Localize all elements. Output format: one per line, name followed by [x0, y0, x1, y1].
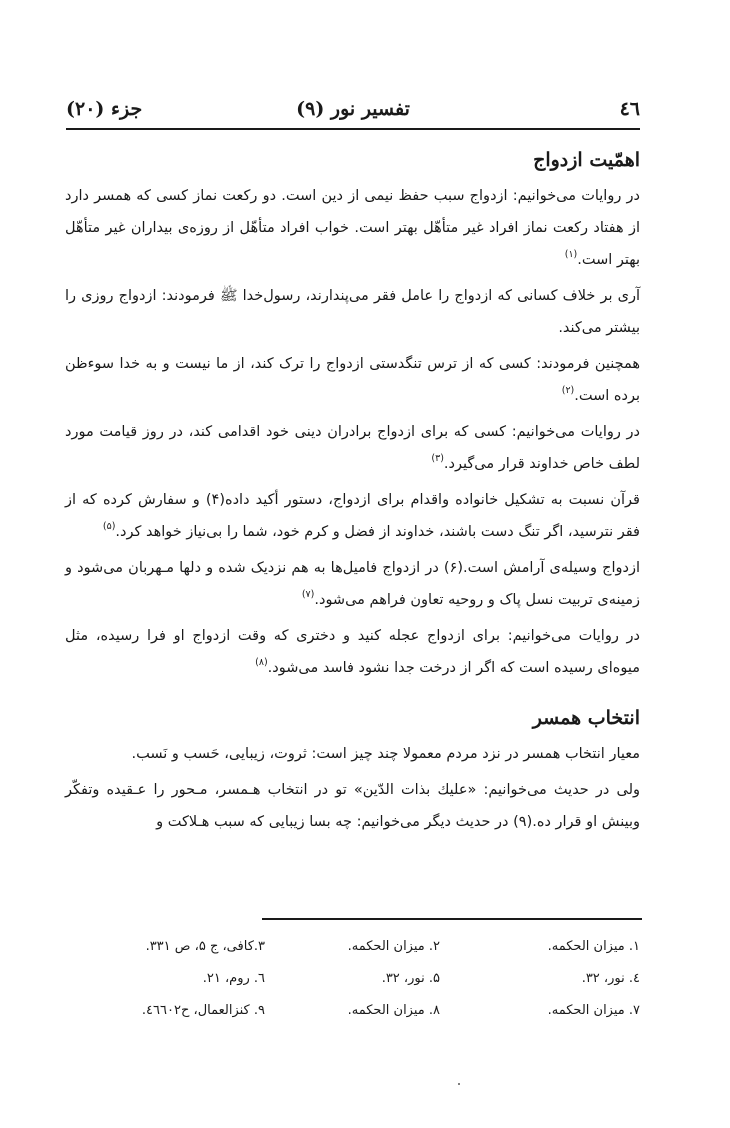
paragraph: ازدواج وسیله‌ی آرامش است.(۶) در ازدواج فامیل‌ها به هم نزدیک شده و دلها مـهربان می‌شود و زمینه‌ی تربیت نسل پاک و روحیه تعاون فراهم می‌شود.$^{(۷)}$	[65, 560, 640, 608]
footnote-ref: (۵)	[102, 521, 116, 532]
paragraph: در روایات می‌خوانیم: برای ازدواج عجله کنید و دختری که وقت ازدواج او فرا رسیده، مثل میوه‌ای رسیده است که اگر از درخت جدا نشود فاسد می‌شود.$^{(۸)}$	[65, 628, 640, 676]
footnote: ۲. میزان الحکمه.	[347, 938, 440, 954]
footnote-ref: (۳)	[431, 453, 444, 464]
section-title: انتخاب همسر	[532, 707, 640, 729]
section-title: اهمّیت ازدواج	[533, 149, 640, 171]
footnote: ۳.کافی، ج ۵، ص ۳۳۱.	[145, 938, 265, 954]
footnote-ref: (۲)	[561, 385, 575, 396]
running-header	[66, 98, 640, 128]
ink-dot	[458, 1083, 460, 1085]
paragraph: همچنین فرمودند: کسی که از ترس تنگدستی ازدواج را ترک کند، از ما نیست و به خدا سوءظن برده است.$^{(۲)}$	[65, 356, 640, 404]
main-text	[65, 140, 640, 842]
footnote-ref: (۱)	[564, 249, 578, 260]
paragraph: در روایات می‌خوانیم: کسی که برای ازدواج برادران دینی خود اقدامی کند، در روز قیامت مورد لطف خاص خداوند قرار می‌گیرد.$^{(۳)}$	[65, 424, 640, 472]
footnote-ref: (۷)	[301, 589, 315, 600]
footnote-row	[65, 994, 640, 1026]
paragraph: در روایات می‌خوانیم: ازدواج سبب حفظ نیمی از دین است. دو رکعت نماز کسی که همسر دارد از هفتاد رکعت نماز افراد غیر متأهّل بهتر است. خواب افراد متأهّل از روزه‌ی بیداران غیر متأهّل بهتر است.$^{(۱)}$	[65, 188, 640, 268]
paragraph: قرآن نسبت به تشکیل خانواده واقدام برای ازدواج، دستور أکید داده(۴) و سفارش کرده که از فقر نترسید، اگر تنگ دست باشند، خداوند از فضل و کرم خود، شما را بی‌نیاز خواهد کرد.$^{(۵)}$	[65, 492, 640, 540]
footnote-rule	[262, 918, 642, 920]
footnote-ref: (۸)	[255, 657, 268, 668]
book-title: تفسیر نور (۹)	[296, 98, 410, 120]
footnote-row	[65, 962, 640, 994]
paragraph: ولی در حدیث می‌خوانیم: «علیك بذات الدّین» تو در انتخاب هـمسر، مـحور را عـقیده وتفکّر وبینش او قرار ده.(۹) در حدیث دیگر می‌خوانیم: چه بسا زیبایی که سبب هـلاکت و	[65, 782, 640, 830]
footnote: ۹. کنزالعمال، ح٤٦٦٠۲.	[141, 1002, 265, 1018]
footnote: ۷. میزان الحکمه.	[547, 1002, 640, 1018]
paragraph: آری بر خلاف کسانی که ازدواج را عامل فقر می‌پندارند، رسول‌خدا ﷺ فرمودند: ازدواج روزی را بیشتر می‌کند.	[65, 288, 640, 336]
footnote-row	[65, 930, 640, 962]
footnote: ۵. نور، ۳۲.	[381, 970, 440, 986]
header-rule	[66, 128, 640, 130]
footnote: ٦. روم، ۲۱.	[202, 970, 265, 986]
footnote: ٤. نور، ۳۲.	[581, 970, 640, 986]
footnote: ۱. میزان الحکمه.	[547, 938, 640, 954]
page-number: ٤٦	[619, 98, 640, 120]
paragraph: معیار انتخاب همسر در نزد مردم معمولا چند چیز است: ثروت، زیبایی، حَسب و نَسب.	[131, 746, 640, 762]
part-label: جزء (۲۰)	[66, 98, 143, 120]
footnotes	[65, 930, 640, 1026]
footnote: ۸. میزان الحکمه.	[347, 1002, 440, 1018]
